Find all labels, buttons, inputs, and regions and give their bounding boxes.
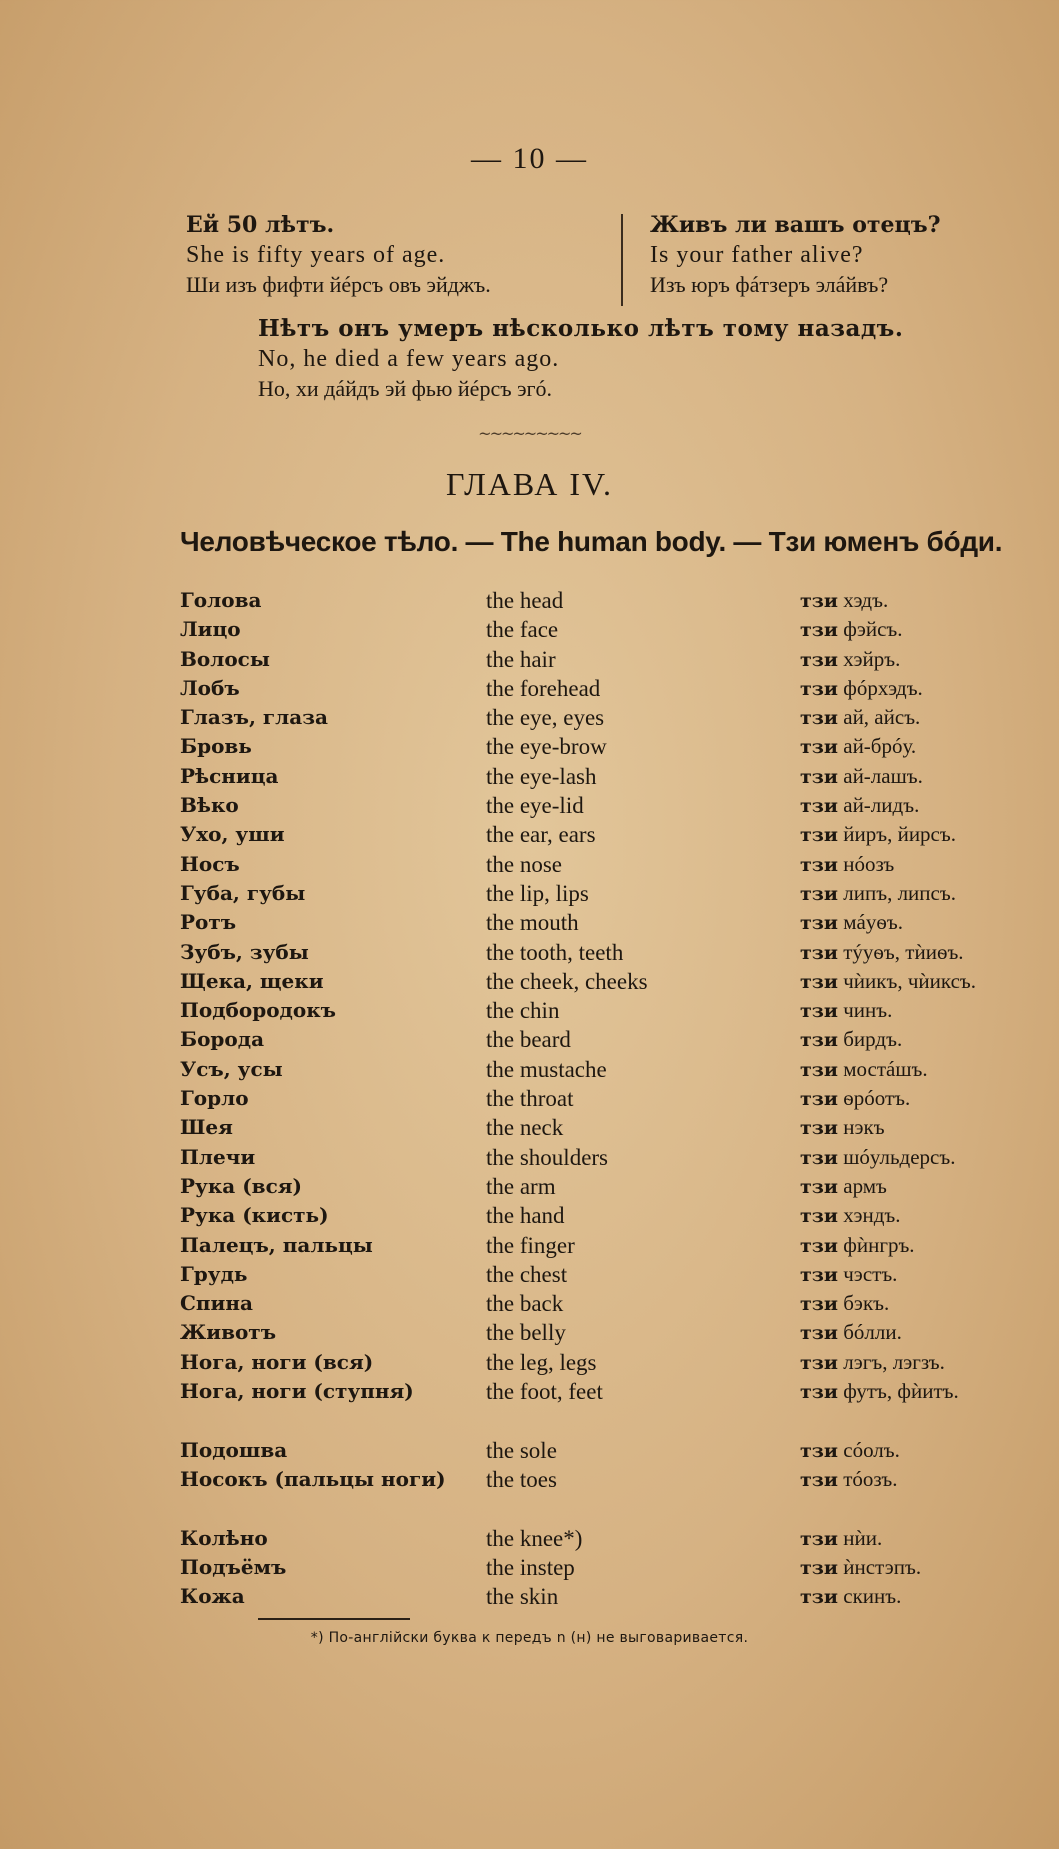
vocab-english: the arm bbox=[486, 1173, 556, 1199]
vocab-transcription-article: тзи bbox=[800, 765, 838, 788]
vocab-russian: Усъ, усы bbox=[180, 1056, 283, 1081]
vocab-transcription bbox=[800, 1465, 1059, 1495]
vocab-english: the back bbox=[486, 1291, 564, 1317]
vocab-russian: Губа, губы bbox=[180, 880, 306, 905]
footnote-rule bbox=[258, 1618, 410, 1620]
vocab-english: the eye-brow bbox=[486, 734, 607, 760]
vocab-transcription-article: тзи bbox=[800, 1556, 838, 1579]
vocab-transcription-article: тзи bbox=[800, 677, 838, 700]
vocab-transcription-word: футъ, фѝитъ. bbox=[843, 1379, 959, 1404]
vocab-transcription-article: тзи bbox=[800, 1322, 838, 1345]
vocab-transcription-article: тзи bbox=[800, 795, 838, 818]
vocab-transcription bbox=[800, 967, 1059, 997]
vocab-english: the tooth, teeth bbox=[486, 939, 624, 965]
vocab-row bbox=[180, 645, 1059, 674]
ornament-separator: ~~~~~~~~~ bbox=[478, 424, 581, 443]
vocab-russian: Подошва bbox=[180, 1437, 288, 1462]
vocab-row bbox=[180, 1055, 1059, 1084]
vocab-transcription-article: тзи bbox=[800, 619, 838, 642]
vocab-russian: Носъ bbox=[180, 851, 240, 876]
vocab-russian: Горло bbox=[180, 1086, 249, 1111]
vocab-transcription-article: тзи bbox=[800, 1527, 838, 1550]
vocab-english: the neck bbox=[486, 1115, 564, 1141]
vocab-row bbox=[180, 1348, 1059, 1377]
vocab-transcription-word: чинъ. bbox=[843, 998, 893, 1023]
vocab-russian: Борода bbox=[180, 1027, 265, 1052]
vocab-english: the finger bbox=[486, 1232, 575, 1258]
vocab-row bbox=[180, 1113, 1059, 1142]
example-left-transcription: Ши изъ фифти йéрсъ овъ эйджъ. bbox=[186, 272, 491, 297]
vocab-transcription bbox=[800, 820, 1059, 850]
vocab-row bbox=[180, 674, 1059, 703]
vocab-row bbox=[180, 850, 1059, 879]
page-number: — 10 — bbox=[471, 142, 588, 175]
vocab-russian: Животъ bbox=[180, 1320, 277, 1345]
vocab-transcription-article: тзи bbox=[800, 1205, 838, 1228]
vocab-row bbox=[180, 1143, 1059, 1172]
vocab-english: the sole bbox=[486, 1437, 557, 1463]
vocab-row bbox=[180, 1524, 1059, 1553]
vocab-transcription-word: скинъ. bbox=[843, 1584, 902, 1609]
vocab-transcription bbox=[800, 1113, 1059, 1143]
vocab-transcription bbox=[800, 1201, 1059, 1231]
vocab-row bbox=[180, 1172, 1059, 1201]
vocab-transcription-article: тзи bbox=[800, 1439, 838, 1462]
vocab-transcription-word: бирдъ. bbox=[843, 1027, 903, 1052]
vocab-transcription bbox=[800, 1318, 1059, 1348]
vocab-english: the chin bbox=[486, 998, 560, 1024]
vocab-english: the ear, ears bbox=[486, 822, 596, 848]
vocab-transcription-word: нóозъ bbox=[843, 851, 895, 876]
vocab-transcription-word: тóозъ. bbox=[843, 1466, 898, 1491]
vocab-row bbox=[180, 762, 1059, 791]
vocab-english: the forehead bbox=[486, 675, 601, 701]
vocab-russian: Бровь bbox=[180, 734, 252, 759]
vocab-russian: Колѣно bbox=[180, 1525, 268, 1550]
vocab-transcription bbox=[800, 1553, 1059, 1583]
vocab-transcription-article: тзи bbox=[800, 707, 838, 730]
vocab-russian: Палецъ, пальцы bbox=[180, 1232, 373, 1257]
vocab-row bbox=[180, 967, 1059, 996]
vocab-transcription-word: ай-лашъ. bbox=[843, 763, 923, 788]
vocab-english: the face bbox=[486, 617, 559, 643]
vocab-transcription-article: тзи bbox=[800, 648, 838, 671]
vocab-transcription-article: тзи bbox=[800, 1468, 838, 1491]
vocab-transcription-word: ѳрóотъ. bbox=[843, 1086, 911, 1111]
vocab-transcription-word: ай-брóу. bbox=[843, 734, 917, 759]
vocab-transcription bbox=[800, 1524, 1059, 1554]
chapter-title: ГЛАВА IV. bbox=[446, 466, 613, 502]
vocab-transcription-word: армъ bbox=[843, 1173, 887, 1198]
vocab-transcription-article: тзи bbox=[800, 882, 838, 905]
vocab-row bbox=[180, 1025, 1059, 1054]
vocab-transcription-article: тзи bbox=[800, 1293, 838, 1316]
vocab-transcription bbox=[800, 908, 1059, 938]
vocab-russian: Вѣко bbox=[180, 793, 239, 818]
vocab-transcription bbox=[800, 703, 1059, 733]
vocab-row bbox=[180, 1289, 1059, 1318]
vocab-russian: Лицо bbox=[180, 617, 241, 642]
vocab-transcription-word: хэйръ. bbox=[843, 646, 901, 671]
vocab-russian: Лобъ bbox=[180, 675, 240, 700]
vocab-russian: Щека, щеки bbox=[180, 968, 324, 993]
vocab-transcription-article: тзи bbox=[800, 1146, 838, 1169]
vocab-transcription bbox=[800, 1055, 1059, 1085]
vocab-transcription-article: тзи bbox=[800, 736, 838, 759]
vocab-transcription-word: фѝнгръ. bbox=[843, 1232, 915, 1257]
vocab-transcription bbox=[800, 1436, 1059, 1466]
vocab-row bbox=[180, 996, 1059, 1025]
vocab-english: the mustache bbox=[486, 1056, 607, 1082]
vocab-transcription bbox=[800, 1289, 1059, 1319]
vocab-english: the mouth bbox=[486, 910, 579, 936]
vocab-row bbox=[180, 703, 1059, 732]
vocab-transcription-article: тзи bbox=[800, 1263, 838, 1286]
vocab-transcription-word: мостáшъ. bbox=[843, 1056, 928, 1081]
vocab-transcription-word: чэстъ. bbox=[843, 1261, 898, 1286]
vocab-row bbox=[180, 908, 1059, 937]
vocab-russian: Подбородокъ bbox=[180, 998, 337, 1023]
vocab-transcription-word: ай, айсъ. bbox=[843, 705, 921, 730]
vocab-russian: Ухо, уши bbox=[180, 822, 285, 847]
vocab-transcription bbox=[800, 1025, 1059, 1055]
vocab-russian: Рука (вся) bbox=[180, 1173, 302, 1198]
vocab-transcription-article: тзи bbox=[800, 1117, 838, 1140]
vocab-english: the cheek, cheeks bbox=[486, 968, 648, 994]
vocab-russian: Волосы bbox=[180, 646, 270, 671]
footnote: *) По-англійски буква к передъ n (н) не выговаривается. bbox=[310, 1630, 749, 1646]
example-left bbox=[186, 210, 616, 300]
vocab-transcription bbox=[800, 762, 1059, 792]
vocab-russian: Грудь bbox=[180, 1261, 248, 1286]
vocab-russian: Подъёмъ bbox=[180, 1554, 287, 1579]
vocab-transcription bbox=[800, 1582, 1059, 1612]
vocab-row bbox=[180, 938, 1059, 967]
example-right-transcription: Изъ юръ фáтзеръ элáйвъ? bbox=[650, 272, 889, 297]
vocab-russian: Спина bbox=[180, 1291, 253, 1316]
vocab-english: the eye-lash bbox=[486, 763, 597, 789]
vocab-english: the nose bbox=[486, 851, 563, 877]
vocab-transcription bbox=[800, 850, 1059, 880]
vocab-transcription-article: тзи bbox=[800, 1088, 838, 1111]
vocab-row bbox=[180, 820, 1059, 849]
vocab-english: the knee*) bbox=[486, 1525, 583, 1551]
vocab-transcription bbox=[800, 1260, 1059, 1290]
vocab-row bbox=[180, 1436, 1059, 1465]
vocab-transcription bbox=[800, 996, 1059, 1026]
vocab-transcription bbox=[800, 1231, 1059, 1261]
answer-russian: Нѣтъ онъ умеръ нѣсколько лѣтъ тому назадъ. bbox=[258, 315, 904, 342]
example-right bbox=[650, 210, 1030, 300]
vocab-english: the toes bbox=[486, 1466, 557, 1492]
vocab-transcription-word: шóульдерсъ. bbox=[843, 1144, 956, 1169]
chapter-subtitle: Человѣческое тѣло. — The human body. — Тзи юменъ бóди. bbox=[180, 526, 1003, 557]
example-answer bbox=[258, 314, 1018, 404]
vocab-row bbox=[180, 879, 1059, 908]
vocab-transcription bbox=[800, 938, 1059, 968]
vocab-transcription-word: сóолъ. bbox=[843, 1437, 900, 1462]
example-right-english: Is your father alive? bbox=[650, 242, 864, 268]
vocab-russian: Голова bbox=[180, 588, 262, 612]
vocab-transcription-article: тзи bbox=[800, 941, 838, 964]
vocab-row bbox=[180, 1582, 1059, 1611]
vocab-transcription bbox=[800, 791, 1059, 821]
vocab-transcription bbox=[800, 586, 1059, 616]
vocab-transcription-word: чѝикъ, чѝиксъ. bbox=[843, 968, 976, 993]
vocab-transcription bbox=[800, 879, 1059, 909]
vocab-transcription-article: тзи bbox=[800, 1000, 838, 1023]
vocab-transcription-word: бэкъ. bbox=[843, 1291, 890, 1316]
vocab-transcription-article: тзи bbox=[800, 1175, 838, 1198]
vocab-transcription-article: тзи bbox=[800, 1381, 838, 1404]
vocab-transcription bbox=[800, 1377, 1059, 1407]
vocab-transcription-article: тзи bbox=[800, 824, 838, 847]
column-divider bbox=[621, 214, 623, 306]
vocab-transcription-word: фэйсъ. bbox=[843, 617, 903, 642]
vocab-english: the chest bbox=[486, 1261, 568, 1287]
vocab-english: the instep bbox=[486, 1554, 575, 1580]
vocab-row bbox=[180, 1377, 1059, 1436]
vocab-english: the leg, legs bbox=[486, 1349, 597, 1375]
vocab-transcription-word: йиръ, йирсъ. bbox=[843, 822, 956, 847]
vocab-english: the lip, lips bbox=[486, 880, 589, 906]
vocab-transcription-word: хэдъ. bbox=[843, 588, 889, 612]
vocab-transcription-word: хэндъ. bbox=[843, 1203, 901, 1228]
vocab-row bbox=[180, 1465, 1059, 1524]
vocab-row bbox=[180, 1201, 1059, 1230]
vocab-transcription-article: тзи bbox=[800, 853, 838, 876]
vocab-russian: Рука (кисть) bbox=[180, 1203, 329, 1228]
vocab-row bbox=[180, 1318, 1059, 1347]
vocab-english: the belly bbox=[486, 1320, 566, 1346]
vocab-transcription bbox=[800, 1172, 1059, 1202]
vocab-transcription-word: мáуѳъ. bbox=[843, 910, 903, 935]
vocab-english: the beard bbox=[486, 1027, 571, 1053]
vocab-row bbox=[180, 586, 1059, 615]
vocab-english: the hair bbox=[486, 646, 556, 672]
vocab-transcription-word: бóлли. bbox=[843, 1320, 902, 1345]
vocab-transcription-word: фóрхэдъ. bbox=[843, 675, 923, 700]
vocab-russian: Шея bbox=[180, 1115, 233, 1140]
vocab-row bbox=[180, 1260, 1059, 1289]
vocab-english: the foot, feet bbox=[486, 1379, 603, 1405]
vocab-english: the eye-lid bbox=[486, 793, 584, 819]
vocab-russian: Рѣсница bbox=[180, 763, 279, 788]
vocab-row bbox=[180, 732, 1059, 761]
vocab-transcription-word: тýуѳъ, тѝиѳъ. bbox=[843, 939, 964, 964]
vocab-english: the shoulders bbox=[486, 1144, 609, 1170]
vocab-russian: Носокъ (пальцы ноги) bbox=[180, 1466, 446, 1491]
example-right-russian: Живъ ли вашъ отецъ? bbox=[650, 212, 941, 238]
vocab-english: the skin bbox=[486, 1584, 559, 1610]
vocab-row bbox=[180, 615, 1059, 644]
vocab-transcription bbox=[800, 732, 1059, 762]
example-sentences bbox=[186, 210, 1016, 300]
vocab-russian: Глазъ, глаза bbox=[180, 705, 328, 730]
vocab-transcription-article: тзи bbox=[800, 970, 838, 993]
vocab-transcription bbox=[800, 674, 1059, 704]
vocab-transcription-article: тзи bbox=[800, 1586, 838, 1609]
answer-transcription: Но, хи дáйдъ эй фью йéрсъ эгó. bbox=[258, 376, 553, 401]
vocab-transcription bbox=[800, 1084, 1059, 1114]
vocab-transcription-word: лэгъ, лэгзъ. bbox=[843, 1349, 945, 1374]
vocab-russian: Зубъ, зубы bbox=[180, 939, 309, 964]
vocab-transcription bbox=[800, 1348, 1059, 1378]
vocab-english: the head bbox=[486, 588, 564, 613]
vocab-english: the hand bbox=[486, 1203, 565, 1229]
vocab-russian: Ротъ bbox=[180, 910, 237, 935]
vocab-transcription-word: нѝи. bbox=[843, 1525, 883, 1550]
vocab-transcription-word: липъ, липсъ. bbox=[843, 880, 956, 905]
vocab-row bbox=[180, 1553, 1059, 1582]
vocab-transcription bbox=[800, 615, 1059, 645]
vocab-row bbox=[180, 1084, 1059, 1113]
vocabulary-list bbox=[180, 586, 1059, 1611]
vocab-transcription-article: тзи bbox=[800, 1351, 838, 1374]
vocab-transcription-article: тзи bbox=[800, 1029, 838, 1052]
vocab-russian: Кожа bbox=[180, 1584, 245, 1609]
vocab-row bbox=[180, 1231, 1059, 1260]
vocab-russian: Нога, ноги (вся) bbox=[180, 1349, 374, 1374]
vocab-transcription bbox=[800, 645, 1059, 675]
example-left-english: She is fifty years of age. bbox=[186, 242, 446, 268]
vocab-transcription-article: тзи bbox=[800, 1234, 838, 1257]
example-left-russian: Ей 50 лѣтъ. bbox=[186, 212, 335, 238]
vocab-transcription-article: тзи bbox=[800, 912, 838, 935]
vocab-transcription bbox=[800, 1143, 1059, 1173]
answer-english: No, he died a few years ago. bbox=[258, 346, 560, 372]
vocab-row bbox=[180, 791, 1059, 820]
vocab-transcription-word: ай-лидъ. bbox=[843, 793, 920, 818]
vocab-english: the throat bbox=[486, 1086, 574, 1112]
vocab-russian: Нога, ноги (ступня) bbox=[180, 1379, 414, 1404]
vocab-russian: Плечи bbox=[180, 1144, 256, 1169]
vocab-transcription-word: нэкъ bbox=[843, 1115, 885, 1140]
vocab-transcription-word: ѝнстэпъ. bbox=[843, 1554, 922, 1579]
vocab-transcription-article: тзи bbox=[800, 590, 838, 612]
vocab-transcription-article: тзи bbox=[800, 1058, 838, 1081]
vocab-english: the eye, eyes bbox=[486, 705, 605, 731]
